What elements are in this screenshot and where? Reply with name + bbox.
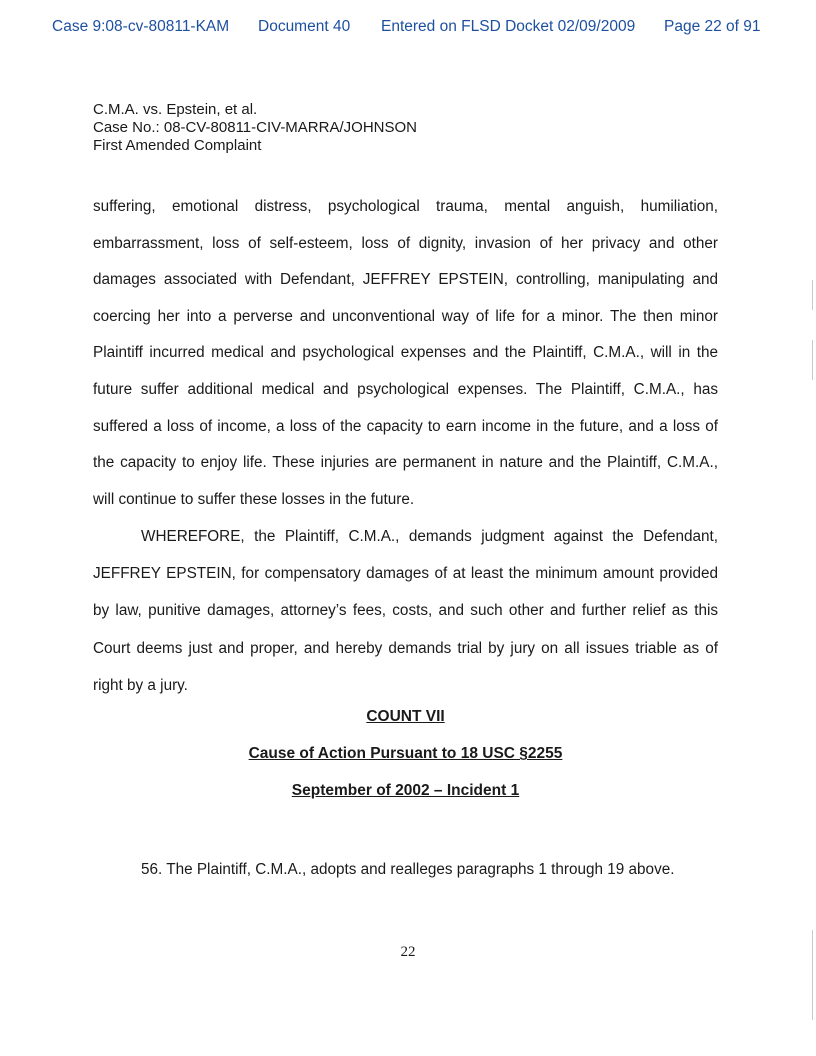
caption-document-title: First Amended Complaint — [93, 137, 262, 154]
count-heading: COUNT VII — [366, 708, 445, 725]
docket-entered-date: Entered on FLSD Docket 02/09/2009 — [381, 18, 636, 35]
paragraph-56: 56. The Plaintiff, C.M.A., adopts and realleges paragraphs 1 through 19 above. — [141, 861, 675, 878]
docket-case-number: Case 9:08-cv-80811-KAM — [52, 18, 230, 35]
scan-artifact — [812, 340, 813, 380]
caption-parties: C.M.A. vs. Epstein, et al. — [93, 101, 258, 118]
caption-case-number: Case No.: 08-CV-80811-CIV-MARRA/JOHNSON — [93, 119, 417, 136]
docket-page-count: Page 22 of 91 — [664, 18, 761, 35]
damages-paragraph: suffering, emotional distress, psychological trauma, mental anguish, humiliation, embarrassment, loss of self-esteem, loss of dignity, invasion of her privacy and other damages associated with Defendant, JEFFREY EPSTEIN, controlling, manipulating and coercing her into a perverse and unconventional way of life for a minor. The then minor Plaintiff incurred medical and psychological expenses and the Plaintiff, C.M.A., will in the future suffer additional medical and psychological expenses. The Plaintiff, C.M.A., has suffered a loss of income, a loss of the capacity to earn income in the future, and a loss of the capacity to enjoy life. These injuries are permanent in nature and the Plaintiff, C.M.A., will continue to suffer these losses in the future. — [93, 198, 718, 508]
docket-header — [0, 17, 816, 39]
case-caption — [93, 101, 733, 155]
scan-artifact — [812, 280, 813, 310]
docket-document-number: Document 40 — [258, 18, 351, 35]
page-number: 22 — [400, 944, 416, 960]
scan-artifact — [812, 930, 813, 1020]
incident-heading: September of 2002 – Incident 1 — [291, 782, 520, 799]
cause-of-action-heading: Cause of Action Pursuant to 18 USC §2255 — [248, 745, 563, 762]
wherefore-clause: WHEREFORE, the Plaintiff, C.M.A., demands judgment against the Defendant, JEFFREY EPSTEIN, for compensatory damages of at least the minimum amount provided by law, punitive damages, attorney’s fees, costs, and such other and further relief as this Court deems just and proper, and hereby demands trial by jury on all issues triable as of right by a jury. — [93, 528, 718, 694]
